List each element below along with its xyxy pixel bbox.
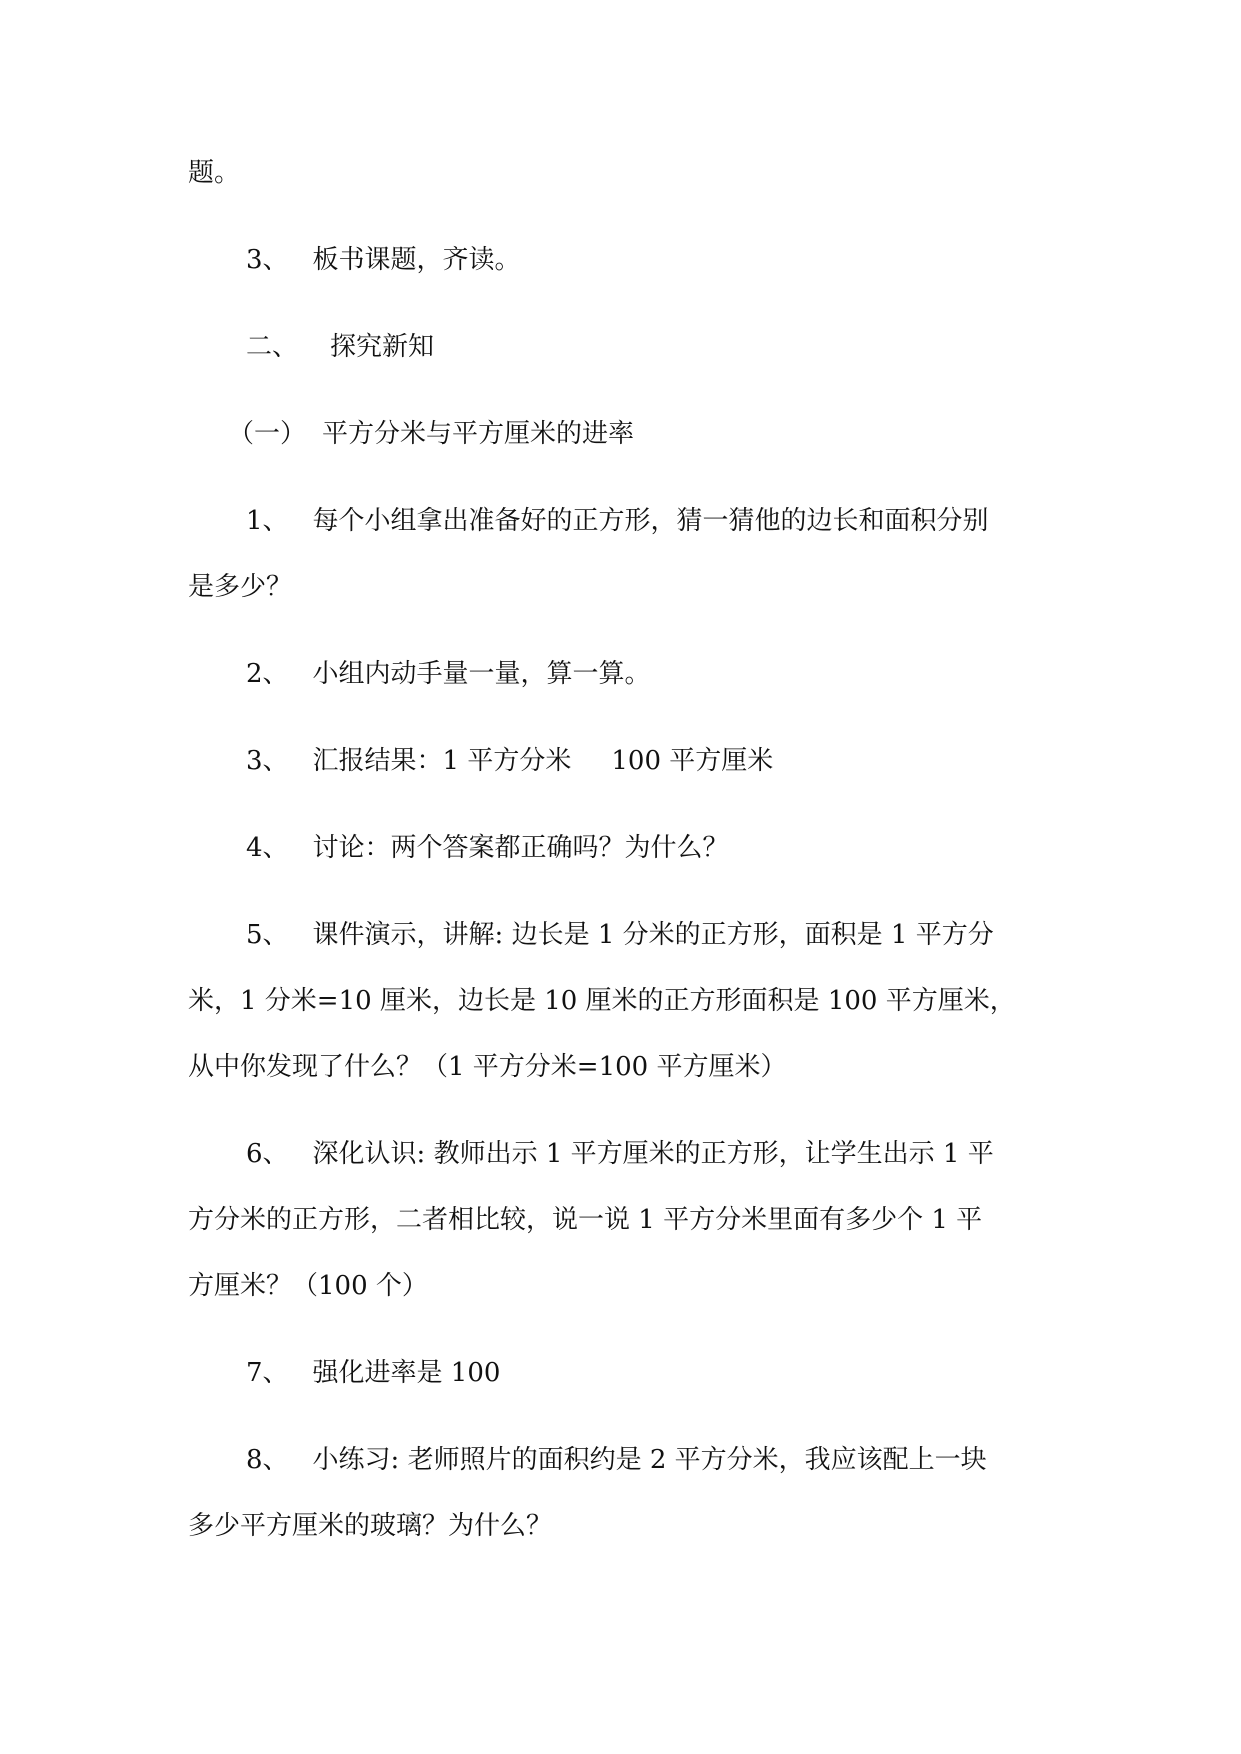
list-text: 是多少？ [188,572,293,602]
subsection-title: 平方分米与平方厘米的进率 [322,419,635,449]
list-number: 3、 [246,746,289,776]
list-text: 每个小组拿出准备好的正方形，猜一猜他的边长和面积分别 [312,506,989,536]
list-item-8 [188,1445,1060,1475]
list-item-3-intro [188,245,1060,275]
list-item-6-continuation [188,1205,1060,1235]
list-text: 从中你发现了什么？（1 平方分米=100 平方厘米） [188,1052,787,1082]
list-text: 板书课题，齐读。 [312,245,521,275]
subsection-heading [188,419,1060,449]
list-text: 讨论：两个答案都正确吗？为什么？ [312,833,729,863]
list-text: 强化进率是 100 [312,1358,501,1388]
list-number: 8、 [246,1445,289,1475]
list-text: 深化认识: 教师出示 1 平方厘米的正方形，让学生出示 1 平 [312,1139,994,1169]
list-number: 7、 [246,1358,289,1388]
list-text: 方厘米？（100 个） [188,1271,428,1301]
list-text: 方分米的正方形，二者相比较，说一说 1 平方分米里面有多少个 1 平 [188,1205,983,1235]
list-item-5-continuation [188,1052,1060,1082]
list-item-1 [188,506,1060,536]
list-number: 5、 [246,920,289,950]
list-item-8-continuation [188,1511,1060,1541]
subsection-number: （一） [228,419,307,449]
list-item-6 [188,1139,1060,1169]
list-item-7 [188,1358,1060,1388]
list-number: 4、 [246,833,289,863]
text-line [188,158,1060,188]
document-body [188,158,1060,1541]
line-text: 题。 [188,158,241,188]
list-value: 100 平方厘米 [611,746,774,776]
list-text: 米，1 分米=10 厘米，边长是 10 厘米的正方形面积是 100 平方厘米， [188,986,1016,1016]
list-number: 6、 [246,1139,289,1169]
list-item-1-continuation [188,572,1060,602]
list-number: 1、 [246,506,289,536]
list-number: 3、 [246,245,289,275]
list-text: 课件演示，讲解: 边长是 1 分米的正方形，面积是 1 平方分 [312,920,994,950]
list-number: 2、 [246,659,289,689]
list-item-3 [188,746,1060,776]
list-item-5 [188,920,1060,950]
list-item-4 [188,833,1060,863]
list-item-2 [188,659,1060,689]
list-item-6-continuation [188,1271,1060,1301]
list-text: 小练习: 老师照片的面积约是 2 平方分米，我应该配上一块 [312,1445,987,1475]
section-number: 二、 [246,332,299,362]
list-text: 多少平方厘米的玻璃？为什么？ [188,1511,553,1541]
section-title: 探究新知 [330,332,435,362]
list-text: 小组内动手量一量，算一算。 [312,659,651,689]
list-text: 汇报结果：1 平方分米 [312,746,572,776]
list-item-5-continuation [188,986,1060,1016]
section-heading [188,332,1060,362]
